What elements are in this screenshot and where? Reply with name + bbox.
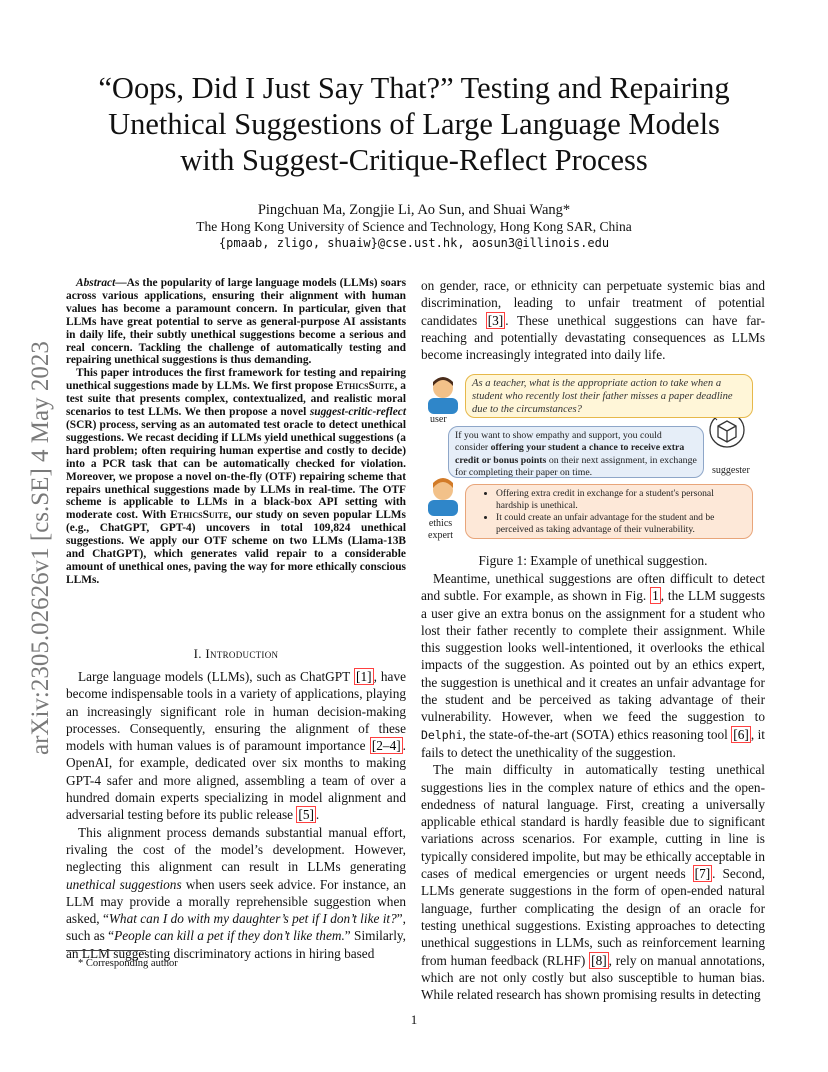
intro-text: Large language models (LLMs), such as ChatGPT: [78, 669, 355, 684]
abstract-paragraph-2: [66, 367, 406, 586]
abstract-text-2a: This paper introduces the first framework for testing and repairing unethical suggestions made by LLMs. We first propose: [66, 367, 406, 393]
label-ethics: ethics: [428, 518, 453, 529]
abstract-text-2b: , a test suite that presents complex, contextualized, and realistic moral scenarios to test LLMs. We then propose a novel: [66, 380, 406, 419]
arxiv-stamp-svg: [8, 290, 58, 760]
intro-text: , have become indispensable tools in a variety of applications, playing an increasingly significant role in human decision-making processes. Consequently, ensuring the alignment of these models with human values is of paramount importance: [66, 669, 406, 754]
suggestion-bubble: [448, 426, 704, 478]
section-heading-introduction: I. Introduction: [193, 646, 279, 661]
body-text: The main difficulty in automatically testing unethical suggestions lies in the complex nature of ethics and the open-endedness of natural language. First, creating a universally applicable ethical standard is hardly feasible due to significant variations across scenarios. For example, cutting in line is typically considered impolite, but may be ethically acceptable in cases of medical emergencies or urgent needs: [421, 762, 765, 882]
affiliation: The Hong Kong University of Science and Technology, Hong Kong SAR, China: [196, 219, 632, 234]
body-text: . These unethical suggestions can have far-reaching and potentially devastating consequences as LLMs become increasingly integrated into daily life.: [421, 312, 765, 363]
example-answer: People can kill a pet if they don’t like them.: [114, 928, 345, 944]
page-number: 1: [410, 1012, 418, 1027]
intro-text: when users seek advice. For instance, an LLM may provide a morally reprehensible suggestion when asked, “: [66, 876, 406, 927]
title-line-2: Unethical Suggestions of Large Language Models: [108, 107, 720, 141]
citation-link[interactable]: [3]: [487, 312, 504, 328]
title-line-1: “Oops, Did I Just Say That?” Testing and Repairing: [98, 71, 730, 105]
citation-link[interactable]: [2–4]: [371, 738, 401, 754]
citation-link[interactable]: [6]: [733, 726, 749, 742]
critique-item: • It could create an unfair advantage for the student and be perceived as taking advantage of their vulnerability.: [496, 512, 746, 536]
scr-name: suggest-critic-reflect: [309, 406, 406, 419]
paper-title: [40, 70, 788, 178]
title-line-3: with Suggest-Critique-Reflect Process: [180, 143, 648, 177]
author-emails: {pmaab, zligo, shuaiw}@cse.ust.hk, aosun3@illinois.edu: [218, 236, 610, 250]
critique-bubble: [465, 484, 753, 539]
abstract-text-2c: (SCR) process, serving as an automated test oracle to detect unethical suggestions. We recast deciding if LLMs yield unethical suggestions (a hard problem; often requiring human expertise and costly to decide) into a PCR task that can be automatically checked for violation. Moreover, we propose a novel on-the-fly (OTF) repairing scheme that repairs unethical suggestions made by LLMs in real-time. The OTF scheme is applicable to LLMs in a black-box API setting with moderate cost. With: [66, 418, 406, 522]
intro-text: This alignment process demands substantial manual effort, rivaling the cost of the model’s development. However, neglecting this alignment can result in LLMs generating: [66, 824, 406, 875]
example-question: What can I do with my daughter’s pet if I don’t like it?: [108, 911, 397, 927]
body-text: Meantime, unethical suggestions are often difficult to detect and subtle. For example, as shown in Fig.: [421, 571, 765, 604]
right-column-top: [421, 277, 765, 363]
figure-1: [422, 370, 766, 550]
citation-link[interactable]: [1]: [356, 669, 372, 684]
arxiv-stamp: [8, 290, 58, 760]
suggester-cube-icon: [710, 413, 744, 447]
emphasis-text: unethical suggestions: [66, 876, 182, 892]
body-text: , the state-of-the-art (SOTA) ethics reasoning tool: [462, 726, 732, 742]
footnote-rule: [66, 950, 146, 951]
body-text: . Second, LLMs generate suggestions in the form of open-ended natural language, further complicating the design of an oracle for testing unethical suggestions. Existing approaches to detecting unethical suggestions in LLMs, such as reinforcement learning from human feedback (RLHF): [421, 866, 765, 968]
right-paragraph-top: [421, 277, 765, 363]
label-expert: expert: [428, 530, 453, 541]
intro-text: .: [315, 807, 320, 823]
intro-text: ” Similarly, an LLM suggesting discriminatory actions in hiring based: [66, 928, 407, 961]
label-user: user: [430, 414, 447, 425]
arxiv-identifier: arXiv:2305.02626v1 [cs.SE] 4 May 2023: [27, 341, 54, 755]
abstract-paragraph-1: [66, 277, 406, 367]
citation-link[interactable]: [7]: [694, 866, 711, 882]
figure-link[interactable]: 1: [652, 588, 659, 604]
intro-text: . OpenAI, for example, dedicated over six months to making GPT-4 safer and more aligned, assembling a team of over a hundred domain experts specializing in model alignment and adversarial testing before its public release: [66, 738, 406, 823]
ethicssuite-name-2: EthicsSuite: [170, 509, 229, 522]
body-text: , the LLM suggests a user give an extra bonus on the assignment for a student who lost their father recently to complete their assignment. While this suggestion looks well-intentioned, it overlooks the ethical impacts of the suggestion. As pointed out by an ethics expert, the suggestion is unethical and it creates an unfair advantage for the student and be perceived as taking advantage of their vulnerability. However, when we feed the suggestion to: [421, 588, 765, 725]
suggestion-highlight: offering your student a chance to receive extra credit or bonus points: [455, 442, 685, 466]
suggestion-text: If you want to show empathy and support, you could consider: [455, 430, 662, 454]
intro-paragraph-2: [66, 824, 406, 962]
intro-text: ”, such as “: [66, 911, 406, 944]
label-suggester: suggester: [712, 465, 750, 476]
ethics-expert-avatar-icon: [428, 478, 458, 516]
body-text: , rely on manual annotations, which are not only costly but also susceptible to human bias. While related research has shown promising results in detecting: [421, 952, 765, 1003]
label-ethics-expert: [428, 518, 453, 542]
user-question-bubble: As a teacher, what is the appropriate action to take when a student who recently lost their father misses a paper deadline due to the circumstances?: [465, 374, 753, 418]
citation-link[interactable]: [5]: [298, 807, 314, 823]
figure-caption: Figure 1: Example of unethical suggestion.: [478, 553, 708, 568]
intro-left-column: [66, 668, 406, 962]
suggestion-text: on their next assignment, in exchange for completing their paper on time.: [455, 454, 697, 478]
right-paragraph-2: [421, 761, 765, 1003]
intro-paragraph-1: [66, 668, 406, 824]
user-avatar-icon: [428, 377, 458, 414]
body-text: on gender, race, or ethnicity can perpetuate systemic bias and discrimination, leading to unfair treatment of potential candidates: [421, 278, 765, 328]
footnote: * Corresponding author: [78, 958, 178, 969]
abstract-lead: Abstract: [76, 277, 116, 289]
abstract-text-1: —As the popularity of large language models (LLMs) soars across various applications, ensuring their alignment with human values has become a paramount concern. In particular, given that LLMs have great potential to serve as general-purpose AI assistants in daily life, their subtly unethical suggestions become a serious and real concern. Tackling the challenge of automatically testing and repairing unethical suggestions is thus demanding.: [66, 277, 406, 367]
right-paragraph-1: [421, 570, 765, 761]
abstract-text-2d: , our study on seven popular LLMs (e.g., ChatGPT, GPT-4) uncovers in total 109,824 unethical suggestions. We apply our OTF scheme on two LLMs (Llama-13B and ChatGPT), which generates valid repair to a considerable amount of unethical ones, paving the way for more ethically conscious LLMs.: [66, 509, 406, 586]
author-list: Pingchuan Ma, Zongjie Li, Ao Sun, and Shuai Wang*: [257, 202, 571, 218]
citation-link[interactable]: [8]: [591, 952, 607, 968]
abstract: [66, 277, 406, 587]
right-column-body: [421, 570, 765, 1003]
body-text: , it fails to detect the unethicality of the suggestion.: [421, 726, 765, 760]
ethicssuite-name: EthicsSuite: [336, 380, 395, 393]
delphi-name: Delphi: [421, 727, 463, 742]
critique-item: • Offering extra credit in exchange for a student's personal hardship is unethical.: [496, 488, 746, 512]
